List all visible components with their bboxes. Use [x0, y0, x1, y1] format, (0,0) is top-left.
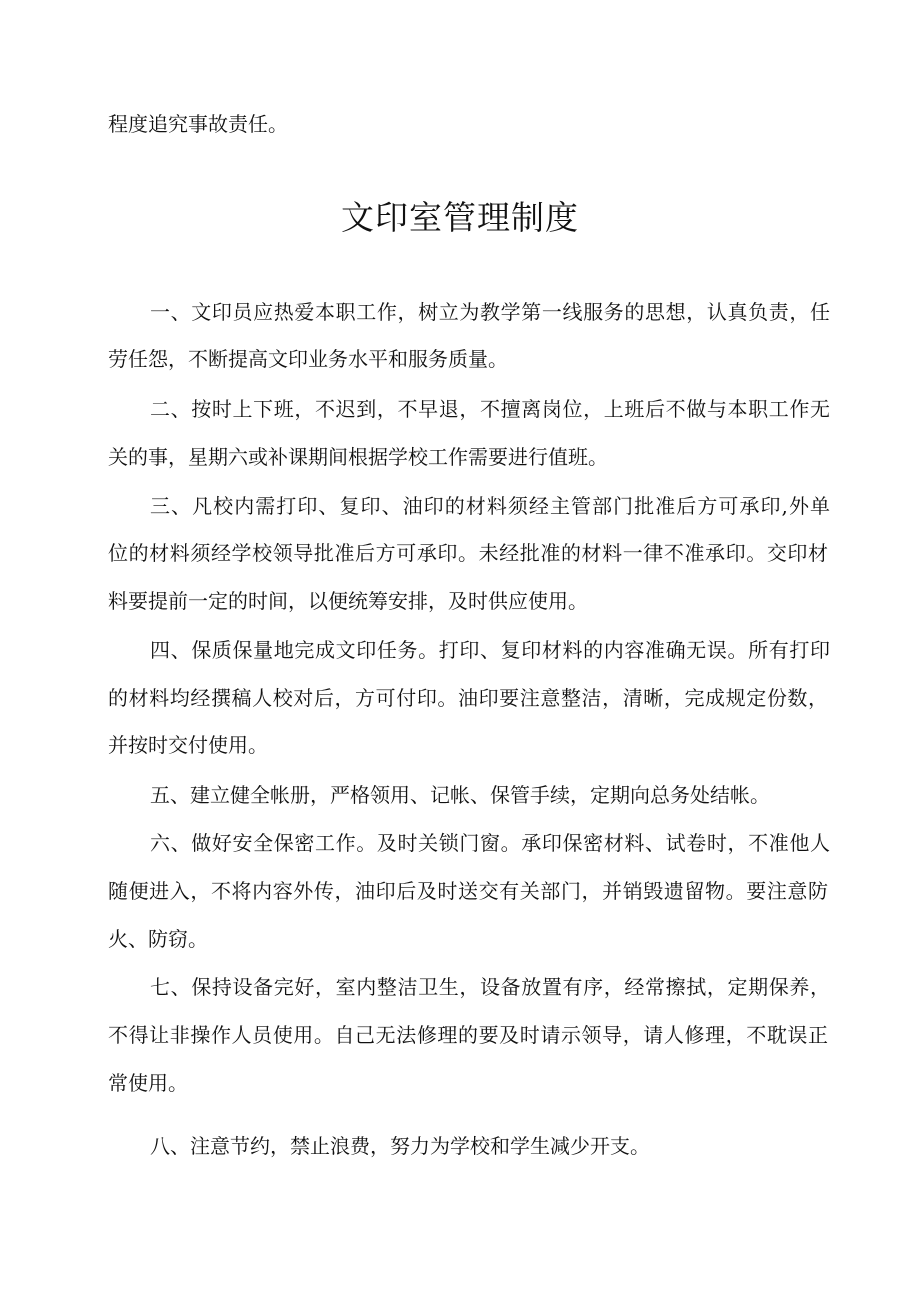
paragraph-line: 劳任怨，不断提高文印业务水平和服务质量。	[108, 347, 508, 371]
paragraph-line: 六、做好安全保密工作。及时关锁门窗。承印保密材料、试卷时，不准他人	[150, 831, 830, 855]
paragraph-line: 四、保质保量地完成文印任务。打印、复印材料的内容准确无误。所有打印	[150, 638, 830, 662]
paragraph-line: 位的材料须经学校领导批准后方可承印。未经批准的材料一律不准承印。交印材	[108, 541, 828, 565]
paragraph-line: 火、防窃。	[108, 927, 208, 951]
paragraph-line: 随便进入，不将内容外传，油印后及时送交有关部门，并销毁遗留物。要注意防	[108, 879, 828, 903]
page-title: 文印室管理制度	[341, 198, 579, 237]
paragraph-line: 不得让非操作人员使用。自己无法修理的要及时请示领导，请人修理，不耽误正	[108, 1023, 828, 1047]
paragraph-line: 的材料均经撰稿人校对后，方可付印。油印要注意整洁，清晰，完成规定份数，	[108, 686, 828, 710]
paragraph-line: 七、保持设备完好，室内整洁卫生，设备放置有序，经常擦拭，定期保养，	[150, 975, 830, 999]
paragraph-line: 八、注意节约，禁止浪费，努力为学校和学生减少开支。	[150, 1134, 650, 1158]
paragraph-line: 料要提前一定的时间，以便统筹安排，及时供应使用。	[108, 589, 588, 613]
paragraph-line: 二、按时上下班，不迟到，不早退，不擅离岗位，上班后不做与本职工作无	[150, 397, 830, 421]
paragraph-line: 三、凡校内需打印、复印、油印的材料须经主管部门批准后方可承印,外单	[150, 494, 830, 518]
paragraph-line: 五、建立健全帐册，严格领用、记帐、保管手续，定期向总务处结帐。	[150, 783, 770, 807]
continuation-text: 程度追究事故责任。	[108, 112, 288, 136]
paragraph-line: 常使用。	[108, 1071, 188, 1095]
paragraph-line: 并按时交付使用。	[108, 733, 268, 757]
paragraph-line: 一、文印员应热爱本职工作，树立为教学第一线服务的思想，认真负责，任	[150, 300, 830, 324]
paragraph-line: 关的事，星期六或补课期间根据学校工作需要进行值班。	[108, 445, 608, 469]
